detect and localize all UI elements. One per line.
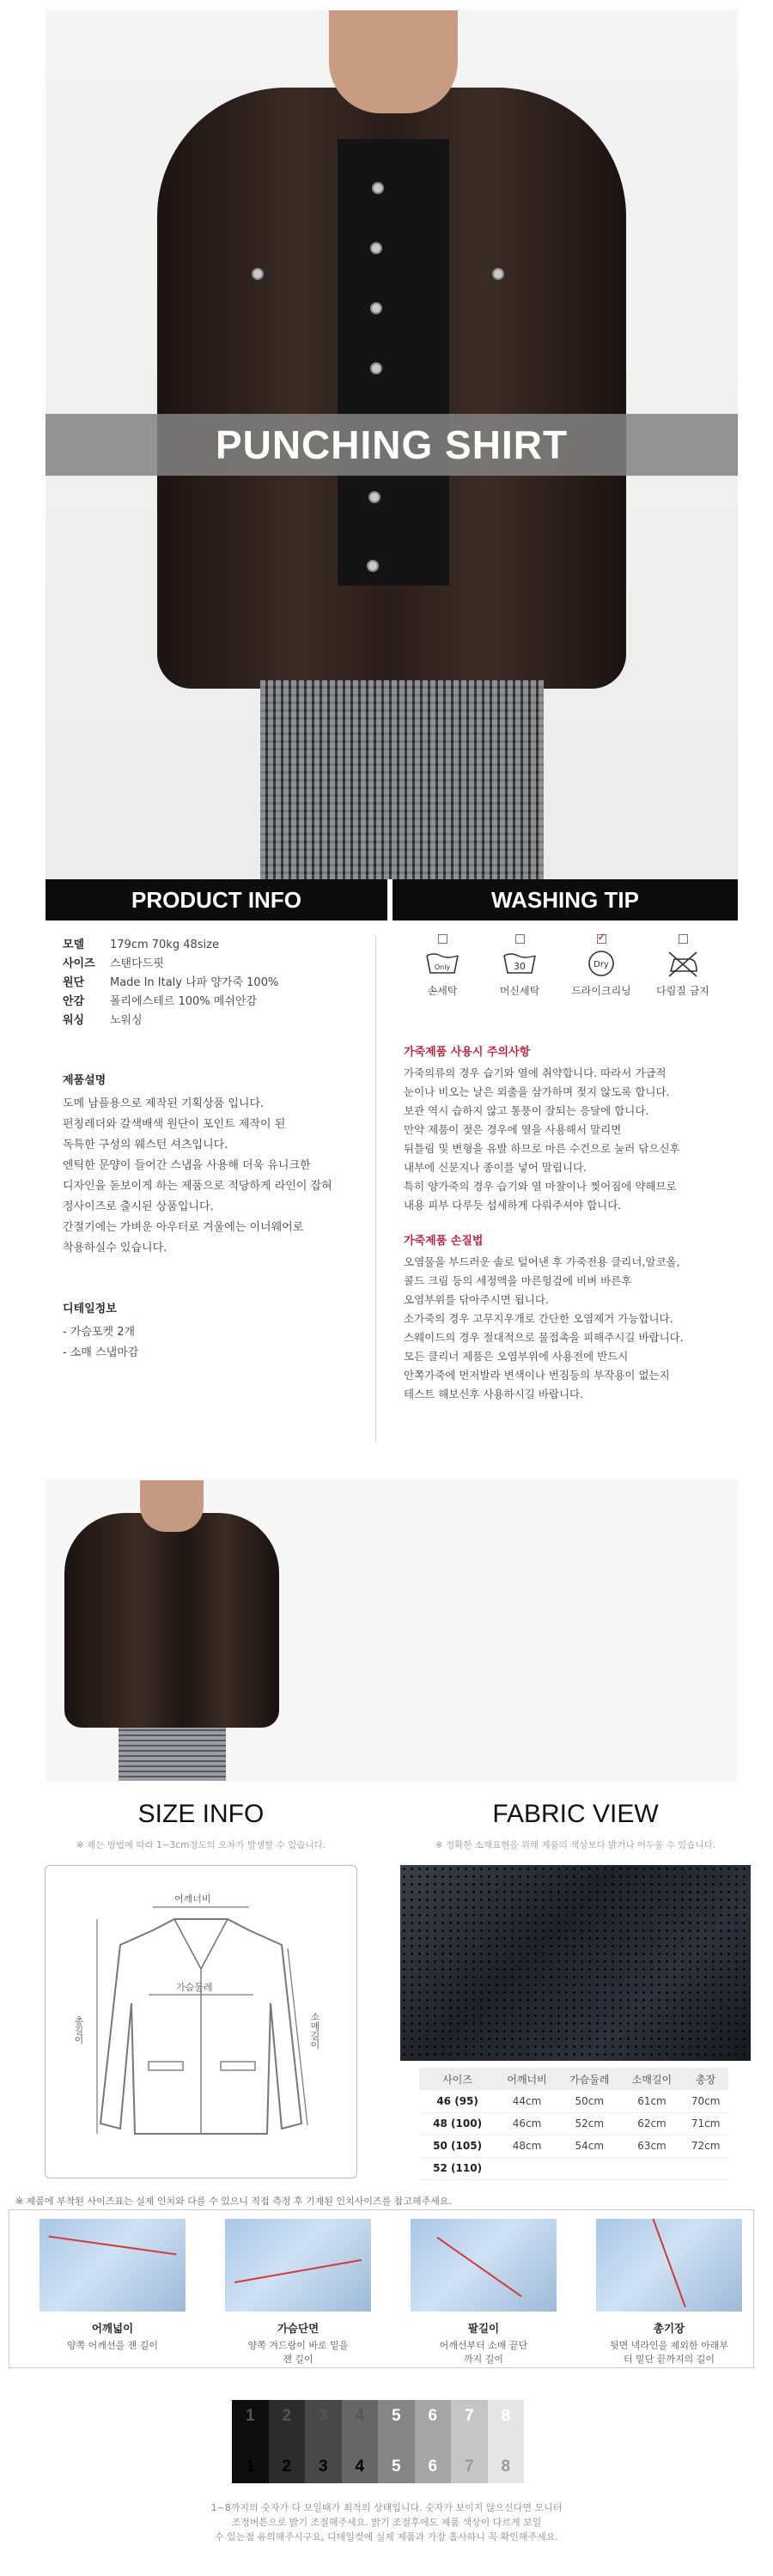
details-text: - 가슴포켓 2개 - 소매 스냅마감 bbox=[63, 1326, 139, 1359]
gray-swatch bbox=[378, 2400, 415, 2483]
gray-swatch-number: 4 bbox=[355, 2407, 365, 2425]
guide-length: 총기장 뒷면 넥라인을 제외한 아래부터 밑단 끝까지의 길이 bbox=[596, 2219, 742, 2366]
washing-icons bbox=[399, 934, 734, 1037]
gray-swatch bbox=[488, 2400, 525, 2483]
jacket-figure bbox=[64, 1513, 279, 1728]
measure-guide-note: ※ 제품에 부착된 사이즈표는 실제 인치와 다를 수 있으니 직접 측정 후 기재된 인치사이즈를 참고해주세요. bbox=[15, 2196, 452, 2207]
guide-sleeve: 팔길이 어깨선부터 소매 끝단 까지 길이 bbox=[411, 2219, 557, 2366]
gray-swatch bbox=[232, 2400, 269, 2483]
info-divider bbox=[375, 936, 376, 1443]
spec-row: 안감 폴리에스테르 100% 메쉬안감 bbox=[63, 995, 258, 1008]
fabric-swatch bbox=[400, 1865, 751, 2061]
gray-swatch-number: 2 bbox=[282, 2458, 292, 2476]
svg-text:30: 30 bbox=[514, 961, 526, 972]
description-text: 도메 남플용으로 제작된 기획상품 입니다. 펀칭레더와 갈색배색 원단이 포인트 제작이 된 독특한 구성의 웨스턴 셔츠입니다. 엔틱한 문양이 들어간 스냅을 사용해 더욱 유니크한 디자인을 돋보이게 하는 제품으로 적당하게 라인이 잡혀 정사이즈로 출시된 상품입니다. 간절기에는 가벼운 아우터로 겨울에는 이너웨어로 착용하실수 있습니다. bbox=[63, 1097, 332, 1255]
washing-text: 가죽제품 사용시 주의사항 가죽의류의 경우 습기와 열에 취약합니다. 따라서 가급적 눈이나 비오는 날은 외출을 삼가하며 젖지 않도록 합니다. 보관 역시 습하지 않고 통풍이 잘되는 응달에 합니다. 만약 제품이 젖은 경우에 열을 사용해서 말리면 뒤틀림 및 변형을 유발 하므로 마른 수건으로 눌러 닦으신후 내부에 신문지나 종이를 넣어 말립니다. 특히 양가죽의 경우 습기와 열 마찰이나 찢어짐에 약해므로 내용 피부 다루듯 섬세하게 다뤄주셔야 합니다. 가죽제품 손질법 오염물을 부드러운 솔로 털어낸 후 가죽전용 클리너,알코올, 콜드 크림 등의 세정액을 마른헝겊에 비벼 바른후 오염부위를 닦아주시면 됩니다. 소가죽의 경우 고무지우개로 간단한 오염제거 가능합니다. 스웨이드의 경우 절대적으로 물접촉을 피해주시길 바랍니다. 모든 클리너 제품은 오염부위에 사용전에 반드시 안쪽가죽에 먼저발라 변색이나 번짐등의 부작용이 없는지 테스트 해보신후 사용하시길 바랍니다. bbox=[404, 1043, 730, 1404]
grayscale-test-strip bbox=[232, 2400, 524, 2483]
fabric-view-title: FABRIC VIEW bbox=[492, 1800, 659, 1828]
gray-swatch-number: 5 bbox=[391, 2407, 401, 2425]
size-info-note: ※ 재는 방법에 따라 1~3cm정도의 오차가 발생할 수 있습니다. bbox=[76, 1840, 326, 1850]
spec-row: 원단 Made In Italy 나파 양가죽 100% bbox=[63, 976, 279, 989]
chest-photo bbox=[225, 2219, 371, 2312]
gray-swatch-number: 4 bbox=[355, 2458, 365, 2476]
gray-swatch-number: 7 bbox=[464, 2407, 474, 2425]
gray-swatch-number: 8 bbox=[501, 2407, 511, 2425]
product-info-header: PRODUCT INFO bbox=[46, 879, 387, 920]
shoulder-photo bbox=[40, 2219, 186, 2312]
details-heading: 디테일정보 bbox=[63, 1303, 117, 1315]
sleeve-label: 소매길이 bbox=[309, 2012, 320, 2050]
machine-wash-icon: 30 머신세탁 bbox=[485, 934, 554, 998]
gray-swatch bbox=[305, 2400, 342, 2483]
tshirt-figure bbox=[338, 139, 449, 586]
shoulder-label: 어깨너비 bbox=[174, 1893, 211, 1905]
gray-swatch-number: 1 bbox=[245, 2458, 255, 2476]
gray-swatch bbox=[451, 2400, 488, 2483]
hero-title-band bbox=[46, 414, 738, 476]
gray-swatch bbox=[342, 2400, 379, 2483]
caution-heading: 가죽제품 사용시 주의사항 bbox=[404, 1046, 531, 1059]
size-table bbox=[419, 2068, 728, 2180]
detail-photo bbox=[46, 1479, 738, 1781]
sleeve-photo bbox=[411, 2219, 557, 2312]
fabric-view-note: ※ 정확한 소재표현을 위해 제품의 색상보다 밝거나 어두울 수 있습니다. bbox=[435, 1840, 716, 1850]
table-row: 46 (95) 44cm 50cm 61cm 70cm bbox=[419, 2090, 728, 2112]
gray-swatch-number: 3 bbox=[318, 2407, 328, 2425]
gray-swatch-number: 6 bbox=[428, 2458, 438, 2476]
length-label: 총길이 bbox=[73, 2016, 84, 2044]
length-photo bbox=[596, 2219, 742, 2312]
svg-text:Dry: Dry bbox=[593, 960, 609, 969]
spec-row: 워싱 노워싱 bbox=[63, 1014, 143, 1027]
gray-swatch-number: 3 bbox=[318, 2458, 328, 2476]
gray-swatch bbox=[269, 2400, 306, 2483]
size-info-title: SIZE INFO bbox=[137, 1800, 265, 1828]
product-info-text bbox=[63, 936, 406, 1364]
description-heading: 제품설명 bbox=[63, 1074, 107, 1087]
gray-swatch-number: 6 bbox=[428, 2407, 438, 2425]
spec-row: 사이즈 스탠다드핏 bbox=[63, 957, 164, 970]
gray-swatch-number: 2 bbox=[282, 2407, 292, 2425]
hero-photo bbox=[46, 10, 738, 879]
gray-swatch-number: 8 bbox=[501, 2458, 511, 2476]
gray-swatch-number: 7 bbox=[464, 2458, 474, 2476]
gray-swatch-number: 5 bbox=[391, 2458, 401, 2476]
no-iron-icon: 다림질 금지 bbox=[648, 934, 717, 998]
hand-wash-icon: Only 손세탁 bbox=[408, 934, 477, 998]
guide-chest: 가슴단면 양쪽 겨드랑이 바로 밑을 잰 길이 bbox=[225, 2219, 371, 2366]
table-header-row: 사이즈 어깨너비 가슴둘레 소매길이 총장 bbox=[419, 2068, 728, 2090]
spec-row: 모델 179cm 70kg 48size bbox=[63, 939, 219, 951]
product-title: PUNCHING SHIRT bbox=[215, 422, 569, 467]
table-row: 50 (105) 48cm 54cm 63cm 72cm bbox=[419, 2135, 728, 2157]
spec-list bbox=[63, 936, 406, 1030]
model-head bbox=[329, 10, 458, 113]
table-row: 48 (100) 46cm 52cm 62cm 71cm bbox=[419, 2112, 728, 2135]
care-heading: 가죽제품 손질법 bbox=[404, 1235, 484, 1248]
monitor-note: 1~8까지의 숫자가 다 보일때가 최적의 상태입니다. 숫자가 보이지 않으신다면 모니터 조정버튼으로 밝기 조절해주세요. 밝기 조절후에도 제품 색상이 다르게 보일 수 있는점 유의해주시구요, 디테일컷에 실제 제품과 가장 흡사하니 꼭 확인해주세요. bbox=[210, 2502, 563, 2543]
plaid-pants bbox=[119, 1728, 226, 1781]
dry-clean-icon: ✓ Dry 드라이크리닝 bbox=[567, 934, 636, 998]
chest-label: 가슴둘레 bbox=[176, 1982, 213, 1993]
svg-text:Only: Only bbox=[434, 963, 451, 971]
gray-swatch-number: 1 bbox=[245, 2407, 255, 2425]
size-diagram bbox=[45, 1865, 357, 2178]
guide-shoulder: 어깨넓이 양쪽 어깨선을 잰 길이 bbox=[40, 2219, 186, 2353]
gray-swatch bbox=[415, 2400, 452, 2483]
washing-tip-header: WASHING TIP bbox=[393, 879, 738, 920]
table-row: 52 (110) bbox=[419, 2157, 728, 2179]
model-head bbox=[140, 1480, 204, 1532]
